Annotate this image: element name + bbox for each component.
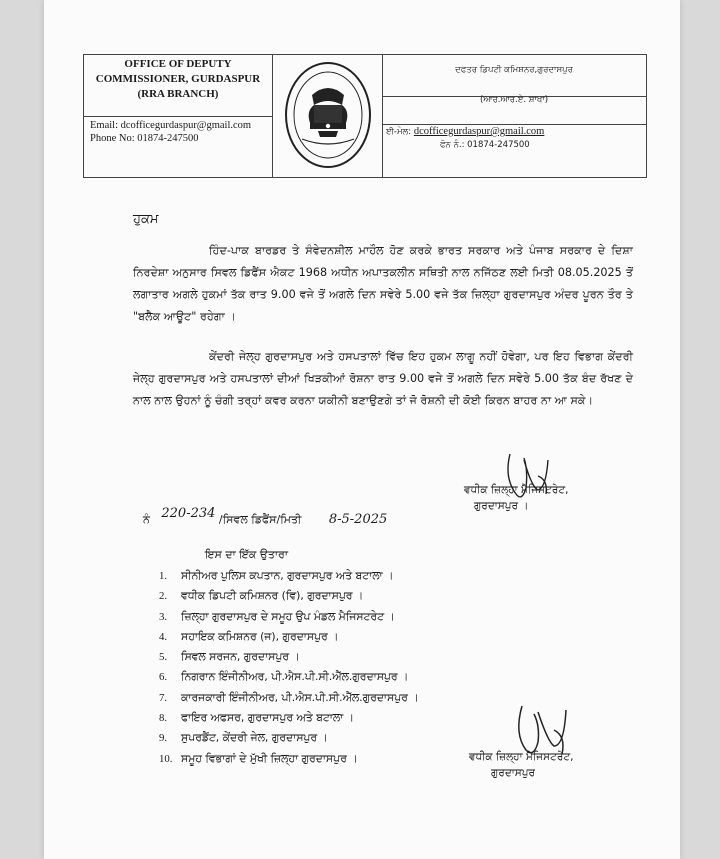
reference-branch: /ਸਿਵਲ ਡਿਫੈਂਸ/ਮਿਤੀ — [218, 513, 302, 526]
signatory-place: ਗੁਰਦਾਸਪੁਰ — [491, 767, 536, 779]
office-title-pa: ਦਫਤਰ ਡਿਪਟੀ ਕਮਿਸ਼ਨਰ,ਗੁਰਦਾਸਪੁਰ — [382, 55, 646, 97]
office-phone: Phone No: 01874-247500 — [90, 133, 199, 144]
list-item: 7. ਕਾਰਜਕਾਰੀ ਇੰਜੀਨੀਅਰ, ਪੀ.ਐਸ.ਪੀ.ਸੀ.ਐੱਲ.ਗੁਰਦਾਸਪੁਰ । — [159, 690, 419, 704]
list-item: 8. ਫਾਇਰ ਅਫਸਰ, ਗੁਰਦਾਸਪੁਰ ਅਤੇ ਬਟਾਲਾ । — [159, 711, 354, 725]
signatory-place: ਗੁਰਦਾਸਪੁਰ । — [474, 500, 529, 512]
letterhead-punjabi — [382, 55, 646, 177]
phone-pa: ਫੋਨ ਨੰ.: 01874-247500 — [440, 140, 530, 150]
office-title-line1: OFFICE OF DEPUTY — [124, 58, 232, 70]
list-item: 4. ਸਹਾਇਕ ਕਮਿਸ਼ਨਰ (ਜ), ਗੁਰਦਾਸਪੁਰ । — [159, 629, 339, 643]
letterhead-emblem-cell — [272, 55, 383, 177]
signature-block-2 — [469, 749, 573, 781]
office-branch-pa: (ਆਰ.ਆਰ.ਏ. ਸ਼ਾਖਾ) — [382, 87, 646, 125]
list-item: 3. ਜ਼ਿਲ੍ਹਾ ਗੁਰਦਾਸਪੁਰ ਦੇ ਸਮੂਹ ਉਪ ਮੰਡਲ ਮੈਜਿਸਟਰੇਟ । — [159, 609, 395, 623]
letterhead — [83, 54, 647, 178]
list-item: 9. ਸੁਪਰਡੈਂਟ, ਕੇਂਦਰੀ ਜੇਲ, ਗੁਰਦਾਸਪੁਰ । — [159, 731, 328, 745]
reference-number: 220-234 — [161, 506, 216, 521]
email-label-pa: ਈ-ਮੇਲ: — [386, 127, 412, 137]
office-email: Email: dcofficegurdaspur@gmail.com — [90, 120, 252, 131]
punjab-govt-seal-icon — [282, 59, 374, 171]
list-item: 10. ਸਮੂਹ ਵਿਭਾਗਾਂ ਦੇ ਮੁੱਖੀ ਜ਼ਿਲ੍ਹਾ ਗੁਰਦਾਸਪੁਰ । — [159, 751, 358, 765]
list-item: 6. ਨਿਗਰਾਨ ਇੰਜੀਨੀਅਰ, ਪੀ.ਐਸ.ਪੀ.ਸੀ.ਐੱਲ.ਗੁਰਦਾਸਪੁਰ । — [159, 670, 409, 684]
reference-line — [143, 506, 388, 527]
signatory-title: ਵਧੀਕ ਜ਼ਿਲ੍ਹਾ ਮੈਜਿਸਟਰੇਟ, — [469, 751, 574, 763]
list-item: 5. ਸਿਵਲ ਸਰਜਨ, ਗੁਰਦਾਸਪੁਰ । — [159, 650, 300, 664]
reference-prefix: ਨੰ — [143, 513, 150, 526]
order-paragraph-1: ਹਿੰਦ-ਪਾਕ ਬਾਰਡਰ ਤੇ ਸੰਵੇਦਨਸ਼ੀਲ ਮਾਹੌਲ ਹੋਣ ਕਰਕੇ ਭਾਰਤ ਸਰਕਾਰ ਅਤੇ ਪੰਜਾਬ ਸਰਕਾਰ ਦੇ ਦਿਸ਼ਾ ਨਿਰਦੇਸ਼ਾ ਅਨੁਸਾਰ ਸਿਵਲ ਡਿਫੈਂਸ ਐਕਟ 1968 ਅਧੀਨ ਅਪਾਤਕਲੀਨ ਸਥਿਤੀ ਨਾਲ ਨਜਿੱਠਣ ਲਈ ਮਿਤੀ 08.05.2025 ਤੋਂ ਲਗਾਤਾਰ ਅਗਲੇ ਹੁਕਮਾਂ ਤੱਕ ਰਾਤ 9.00 ਵਜੇ ਤੋਂ ਅਗਲੇ ਦਿਨ ਸਵੇਰੇ 5.00 ਵਜੇ ਤੱਕ ਜ਼ਿਲ੍ਹਾ ਗੁਰਦਾਸਪੁਰ ਅੰਦਰ ਪੂਰਨ ਤੌਰ ਤੇ "ਬਲੈਕ ਆਊਟ" ਰਹੇਗਾ । — [133, 244, 633, 323]
copy-to-heading: ਇਸ ਦਾ ਇੱਕ ਉਤਾਰਾ — [205, 548, 288, 561]
office-branch: (RRA BRANCH) — [137, 88, 219, 100]
list-item: 1. ਸੀਨੀਅਰ ਪੁਲਿਸ ਕਪਤਾਨ, ਗੁਰਦਾਸਪੁਰ ਅਤੇ ਬਟਾਲਾ । — [159, 569, 394, 582]
copy-to-list — [159, 566, 419, 769]
signature-block-1 — [464, 482, 568, 514]
order-heading: ਹੁਕਮ — [133, 212, 159, 227]
order-paragraph-2: ਕੇਂਦਰੀ ਜੇਲ੍ਹ ਗੁਰਦਾਸਪੁਰ ਅਤੇ ਹਸਪਤਾਲਾਂ ਵਿੱਚ ਇਹ ਹੁਕਮ ਲਾਗੂ ਨਹੀਂ ਹੋਵੇਗਾ, ਪਰ ਇਹ ਵਿਭਾਗ ਕੇਂਦਰੀ ਜੇਲ੍ਹ ਗੁਰਦਾਸਪੁਰ ਅਤੇ ਹਸਪਤਾਲਾਂ ਦੀਆਂ ਖਿੜਕੀਆਂ ਰੋਸ਼ਨਾ ਰਾਤ 9.00 ਵਜੇ ਤੋਂ ਅਗਲੇ ਦਿਨ ਸਵੇਰੇ 5.00 ਤੱਕ ਬੰਦ ਰੱਖਣ ਦੇ ਨਾਲ ਨਾਲ ਉਹਨਾਂ ਨੂੰ ਚੰਗੀ ਤਰ੍ਹਾਂ ਕਵਰ ਕਰਨਾ ਯਕੀਨੀ ਬਣਾਉਣਗੇ ਤਾਂ ਜੋ ਰੋਸ਼ਨੀ ਦੀ ਕੋਈ ਕਿਰਨ ਬਾਹਰ ਨਾ ਆ ਸਕੇ। — [133, 350, 633, 407]
reference-date: 8-5-2025 — [328, 512, 388, 527]
office-title-line2: COMMISSIONER, GURDASPUR — [95, 73, 261, 85]
list-item: 2. ਵਧੀਕ ਡਿਪਟੀ ਕਮਿਸ਼ਨਰ (ਵਿ), ਗੁਰਦਾਸਪੁਰ । — [159, 589, 364, 603]
email-link-pa[interactable]: dcofficegurdaspur@gmail.com — [413, 126, 545, 137]
signatory-title: ਵਧੀਕ ਜ਼ਿਲ੍ਹਾ ਮੈਜਿਸਟਰੇਟ, — [464, 484, 569, 496]
letterhead-english — [84, 55, 273, 177]
